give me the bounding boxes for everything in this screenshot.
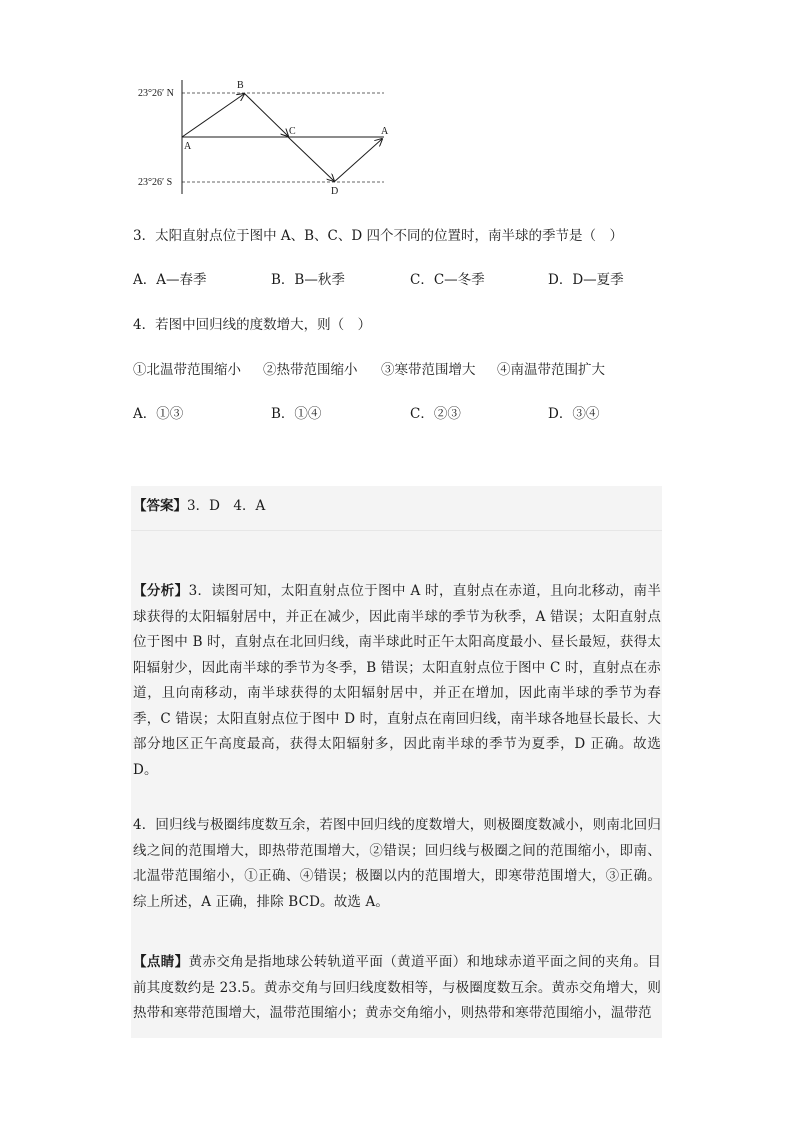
q3-option-b: B．B—秋季 bbox=[271, 272, 345, 288]
sun-path-svg bbox=[132, 72, 392, 197]
q3-option-d: D．D—夏季 bbox=[548, 272, 624, 288]
answer-text: 3．D 4．A bbox=[187, 498, 266, 514]
comment-label: 【点睛】 bbox=[133, 954, 189, 970]
answer-line bbox=[133, 494, 265, 514]
q4-statement-2: ②热带范围缩小 bbox=[263, 362, 358, 378]
path-b-c bbox=[244, 93, 288, 136]
label-lat-north: 23°26′ N bbox=[138, 88, 174, 99]
q3-option-a: A．A—春季 bbox=[133, 272, 207, 288]
q4-option-a: A．①③ bbox=[133, 406, 184, 422]
answer-label: 【答案】 bbox=[133, 498, 187, 514]
label-lat-south: 23°26′ S bbox=[138, 177, 173, 188]
q4-option-d: D．③④ bbox=[548, 406, 600, 422]
label-point-d: D bbox=[331, 186, 339, 197]
question-4-stem: 4．若图中回归线的度数增大，则（ ） bbox=[133, 317, 372, 333]
analysis-label: 【分析】 bbox=[133, 583, 189, 599]
q3-option-c: C．C—冬季 bbox=[410, 272, 485, 288]
q4-option-c: C．②③ bbox=[410, 406, 461, 422]
comment-paragraph bbox=[133, 950, 661, 1027]
analysis-text-2: 4．回归线与极圈纬度数互余，若图中回归线的度数增大，则极圈度数减小，则南北回归线之间的范围增大，即热带范围增大，②错误；回归线与极圈之间的范围缩小，即南、北温带范围缩小，①正确、④错误；极圈以内的范围增大，即寒带范围增大，③正确。综上所述，A 正确，排除 BCD。故选 A。 bbox=[133, 817, 661, 910]
path-a-b bbox=[182, 94, 244, 137]
answer-divider bbox=[131, 530, 662, 531]
path-d-a bbox=[334, 139, 382, 182]
analysis-paragraph-1 bbox=[133, 579, 661, 783]
comment-text: 黄赤交角是指地球公转轨道平面（黄道平面）和地球赤道平面之间的夹角。目前其度数约是 23.5。黄赤交角与回归线度数相等，与极圈度数互余。黄赤交角增大，则热带和寒带范围增大，温带范围缩小；黄赤交角缩小，则热带和寒带范围缩小，温带范 bbox=[133, 954, 661, 1021]
label-point-a-start: A bbox=[184, 141, 192, 152]
q4-option-b: B．①④ bbox=[271, 406, 322, 422]
label-point-a-end: A bbox=[381, 126, 389, 137]
analysis-paragraph-2 bbox=[133, 813, 661, 915]
q4-statement-3: ③寒带范围增大 bbox=[381, 362, 476, 378]
q4-statement-4: ④南温带范围扩大 bbox=[497, 362, 605, 378]
path-c-d bbox=[288, 137, 334, 181]
q4-statement-1: ①北温带范围缩小 bbox=[133, 362, 241, 378]
sun-path-diagram bbox=[132, 72, 392, 197]
question-3-stem: 3．太阳直射点位于图中 A、B、C、D 四个不同的位置时，南半球的季节是（ ） bbox=[133, 228, 623, 244]
label-point-b: B bbox=[237, 80, 244, 91]
analysis-text-1: 3．读图可知，太阳直射点位于图中 A 时，直射点在赤道，且向北移动，南半球获得的太阳辐射居中，并正在减少，因此南半球的季节为秋季，A 错误；太阳直射点位于图中 B 时，直射点在北回归线，南半球此时正午太阳高度最小、昼长最短，获得太阳辐射少，因此南半球的季节为冬季，B 错误；太阳直射点位于图中 C 时，直射点在赤道，且向南移动，南半球获得的太阳辐射居中，并正在增加，因此南半球的季节为春季，C 错误；太阳直射点位于图中 D 时，直射点在南回归线，南半球各地昼长最长、大部分地区正午高度最高，获得太阳辐射多，因此南半球的季节为夏季，D 正确。故选 D。 bbox=[133, 583, 661, 778]
label-point-c: C bbox=[289, 126, 296, 137]
